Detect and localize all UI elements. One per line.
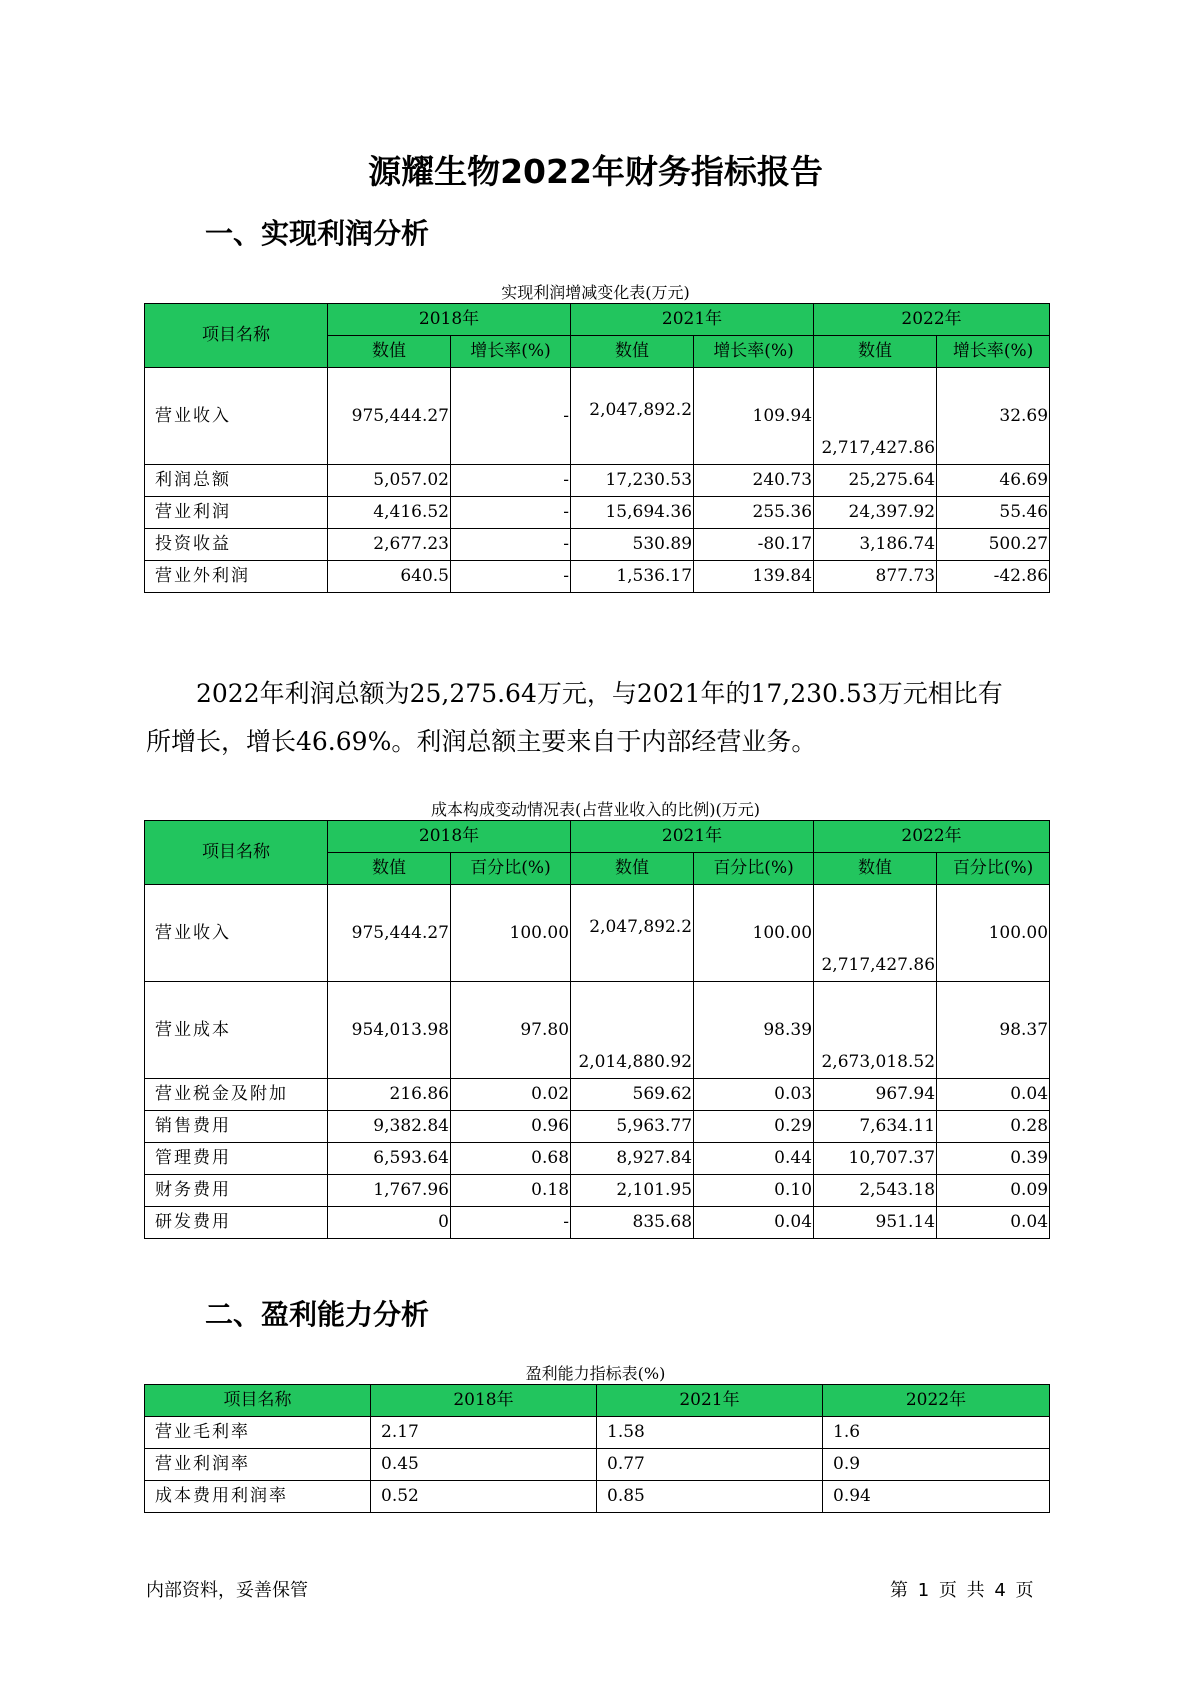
table-cell: 0.45	[371, 1449, 597, 1481]
table-cell: 0.96	[451, 1111, 571, 1143]
summary-paragraph	[146, 670, 1051, 766]
summary-line-2: 所增长，增长46.69%。利润总额主要来自于内部经营业务。	[146, 727, 817, 756]
col-subheader: 百分比(%)	[451, 853, 571, 885]
table-cell: 5,963.77	[571, 1111, 694, 1143]
profit-change-table	[144, 303, 1050, 593]
col-subheader: 增长率(%)	[694, 336, 814, 368]
table-cell: 46.69	[937, 465, 1050, 497]
row-label: 营业收入	[145, 368, 328, 465]
footer-page-number: 第 1 页 共 4 页	[890, 1580, 1034, 1601]
row-label: 研发费用	[145, 1207, 328, 1239]
col-header-year: 2021年	[597, 1385, 823, 1417]
table-cell: 2,673,018.52	[814, 982, 937, 1079]
table-row	[145, 465, 1050, 497]
table-cell: 0.02	[451, 1079, 571, 1111]
table-cell: 530.89	[571, 529, 694, 561]
row-label: 利润总额	[145, 465, 328, 497]
col-subheader: 数值	[571, 853, 694, 885]
row-label: 财务费用	[145, 1175, 328, 1207]
table1-caption: 实现利润增减变化表(万元)	[501, 283, 690, 302]
table-cell: 0.85	[597, 1481, 823, 1513]
table-row	[145, 885, 1050, 982]
row-label: 营业利润	[145, 497, 328, 529]
table-cell: 216.86	[328, 1079, 451, 1111]
table-cell: -	[451, 465, 571, 497]
table-row	[145, 529, 1050, 561]
table-cell: 255.36	[694, 497, 814, 529]
col-header-year: 2022年	[814, 821, 1050, 853]
table-cell: 240.73	[694, 465, 814, 497]
table-cell: 951.14	[814, 1207, 937, 1239]
col-header-year: 2018年	[328, 304, 571, 336]
table-row	[145, 1207, 1050, 1239]
table-cell: 2,014,880.92	[571, 982, 694, 1079]
col-subheader: 数值	[328, 336, 451, 368]
row-label: 营业外利润	[145, 561, 328, 593]
col-header-year: 2022年	[814, 304, 1050, 336]
table-cell: 0.68	[451, 1143, 571, 1175]
table2-caption: 成本构成变动情况表(占营业收入的比例)(万元)	[431, 800, 760, 819]
section-heading-profit: 一、实现利润分析	[205, 217, 430, 250]
table-cell: 1.6	[823, 1417, 1050, 1449]
table-cell: 109.94	[694, 368, 814, 465]
table-cell: 975,444.27	[328, 368, 451, 465]
row-label: 营业毛利率	[145, 1417, 371, 1449]
col-subheader: 百分比(%)	[694, 853, 814, 885]
row-label: 营业成本	[145, 982, 328, 1079]
table-cell: 0.18	[451, 1175, 571, 1207]
table-cell: 0.77	[597, 1449, 823, 1481]
table-cell: 500.27	[937, 529, 1050, 561]
table-row	[145, 1481, 1050, 1513]
table-cell: 32.69	[937, 368, 1050, 465]
table-cell: 0.04	[937, 1079, 1050, 1111]
table-cell: 835.68	[571, 1207, 694, 1239]
table-cell: 15,694.36	[571, 497, 694, 529]
table-row	[145, 1143, 1050, 1175]
table-row	[145, 1417, 1050, 1449]
row-label: 营业收入	[145, 885, 328, 982]
table-cell: -80.17	[694, 529, 814, 561]
table-cell: 0.04	[694, 1207, 814, 1239]
col-header-item-name: 项目名称	[145, 821, 328, 885]
section-heading-profitability: 二、盈利能力分析	[205, 1298, 430, 1331]
table-cell: 6,593.64	[328, 1143, 451, 1175]
cost-structure-table	[144, 820, 1050, 1239]
table-cell: 98.37	[937, 982, 1050, 1079]
table-cell: 10,707.37	[814, 1143, 937, 1175]
table-cell: 139.84	[694, 561, 814, 593]
table-cell: 97.80	[451, 982, 571, 1079]
table-cell: 8,927.84	[571, 1143, 694, 1175]
table-row	[145, 1079, 1050, 1111]
col-subheader: 增长率(%)	[451, 336, 571, 368]
col-header-item-name: 项目名称	[145, 1385, 371, 1417]
col-header-year: 2021年	[571, 304, 814, 336]
table-cell: 1.58	[597, 1417, 823, 1449]
table3-caption: 盈利能力指标表(%)	[525, 1364, 666, 1383]
table-cell: 98.39	[694, 982, 814, 1079]
table-cell: 954,013.98	[328, 982, 451, 1079]
table-cell: 877.73	[814, 561, 937, 593]
table-cell: 100.00	[937, 885, 1050, 982]
table-cell: -42.86	[937, 561, 1050, 593]
row-label: 成本费用利润率	[145, 1481, 371, 1513]
table-cell: 17,230.53	[571, 465, 694, 497]
table-cell: 24,397.92	[814, 497, 937, 529]
col-subheader: 数值	[328, 853, 451, 885]
table-cell: 1,536.17	[571, 561, 694, 593]
table-cell: 2,717,427.86	[814, 885, 937, 982]
col-header-year: 2021年	[571, 821, 814, 853]
table-cell: 0.9	[823, 1449, 1050, 1481]
table-cell: 975,444.27	[328, 885, 451, 982]
col-subheader: 数值	[814, 336, 937, 368]
col-subheader: 增长率(%)	[937, 336, 1050, 368]
table-cell: 0.39	[937, 1143, 1050, 1175]
table-row	[145, 561, 1050, 593]
row-label: 营业利润率	[145, 1449, 371, 1481]
table-row	[145, 1449, 1050, 1481]
col-header-year: 2018年	[371, 1385, 597, 1417]
table-cell: 967.94	[814, 1079, 937, 1111]
row-label: 管理费用	[145, 1143, 328, 1175]
table-cell: 2,101.95	[571, 1175, 694, 1207]
table-cell: 2,677.23	[328, 529, 451, 561]
table-cell: 55.46	[937, 497, 1050, 529]
page-title: 源耀生物2022年财务指标报告	[368, 152, 823, 191]
table-cell: 0.10	[694, 1175, 814, 1207]
table-cell: 0.29	[694, 1111, 814, 1143]
table-cell: 100.00	[694, 885, 814, 982]
table-cell: 5,057.02	[328, 465, 451, 497]
table-cell: -	[451, 497, 571, 529]
summary-line-1: 2022年利润总额为25,275.64万元，与2021年的17,230.53万元相比有	[196, 679, 1003, 708]
table-cell: 2,047,892.2	[571, 368, 694, 465]
table-cell: 2,717,427.86	[814, 368, 937, 465]
table-cell: 0.04	[937, 1207, 1050, 1239]
profitability-table	[144, 1384, 1050, 1513]
table-cell: -	[451, 529, 571, 561]
table-row	[145, 982, 1050, 1079]
col-subheader: 百分比(%)	[937, 853, 1050, 885]
table-cell: 0	[328, 1207, 451, 1239]
table-row	[145, 1175, 1050, 1207]
footer-confidential-note: 内部资料，妥善保管	[146, 1580, 308, 1601]
table-cell: 3,186.74	[814, 529, 937, 561]
table-cell: 0.09	[937, 1175, 1050, 1207]
table-row	[145, 1111, 1050, 1143]
table-cell: 0.94	[823, 1481, 1050, 1513]
table-cell: -	[451, 368, 571, 465]
col-header-year: 2018年	[328, 821, 571, 853]
table-cell: 2,543.18	[814, 1175, 937, 1207]
table-cell: 0.28	[937, 1111, 1050, 1143]
table-cell: 25,275.64	[814, 465, 937, 497]
table-cell: 569.62	[571, 1079, 694, 1111]
table-cell: 2.17	[371, 1417, 597, 1449]
table-cell: 0.44	[694, 1143, 814, 1175]
table-cell: 640.5	[328, 561, 451, 593]
table-cell: 0.52	[371, 1481, 597, 1513]
col-subheader: 数值	[814, 853, 937, 885]
table-cell: 7,634.11	[814, 1111, 937, 1143]
table-cell: 0.03	[694, 1079, 814, 1111]
table-cell: 4,416.52	[328, 497, 451, 529]
row-label: 投资收益	[145, 529, 328, 561]
col-subheader: 数值	[571, 336, 694, 368]
table-row	[145, 368, 1050, 465]
table-cell: -	[451, 561, 571, 593]
row-label: 销售费用	[145, 1111, 328, 1143]
table-row	[145, 497, 1050, 529]
table-cell: 100.00	[451, 885, 571, 982]
table-cell: 1,767.96	[328, 1175, 451, 1207]
table-cell: -	[451, 1207, 571, 1239]
col-header-item-name: 项目名称	[145, 304, 328, 368]
table-cell: 2,047,892.2	[571, 885, 694, 982]
table-cell: 9,382.84	[328, 1111, 451, 1143]
row-label: 营业税金及附加	[145, 1079, 328, 1111]
col-header-year: 2022年	[823, 1385, 1050, 1417]
